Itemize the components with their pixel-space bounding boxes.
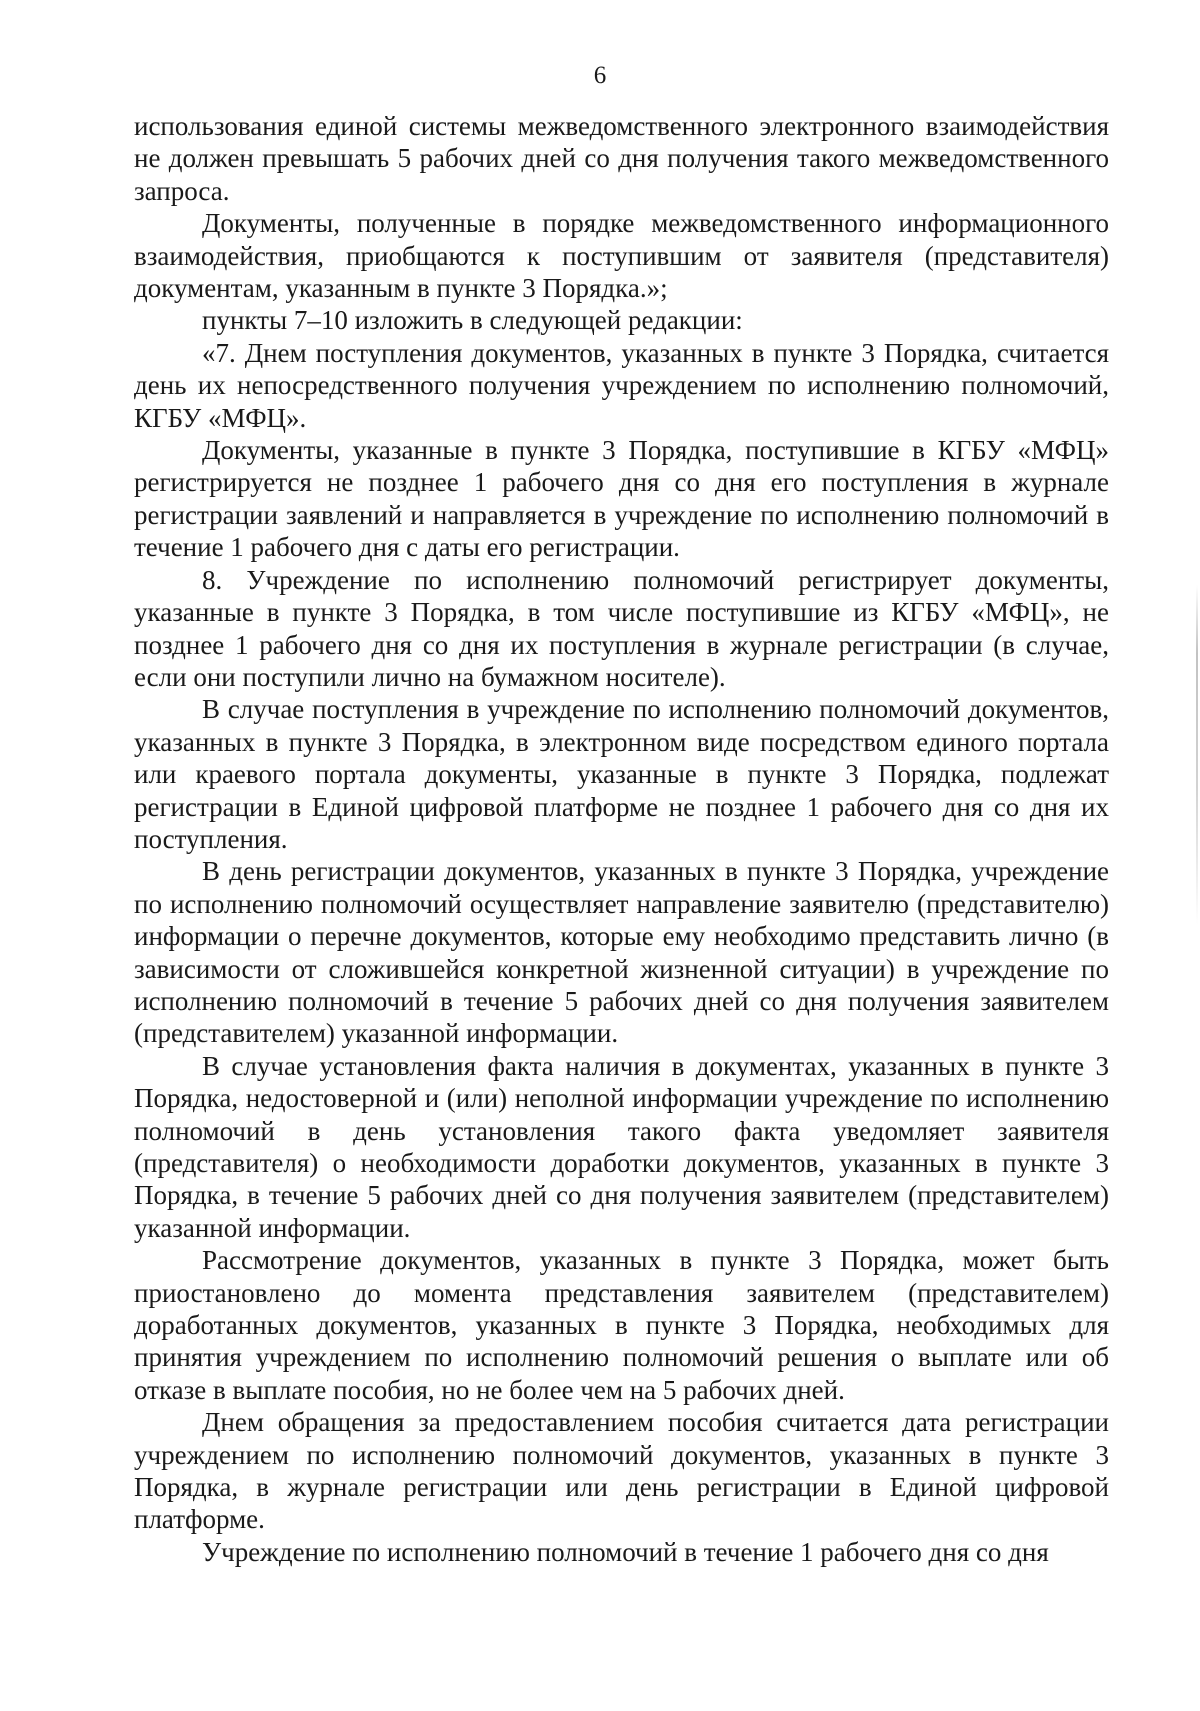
paragraph-unreliable-info: В случае установления факта наличия в документах, указанных в пункте 3 Порядка, недостоверной и (или) неполной информации учреждение по исполнению полномочий в день установления такого факта уведомляет заявителя (представителя) о необходимости доработки документов, указанных в пункте 3 Порядка, в течение 5 рабочих дней со дня получения заявителем (представителем) указанной информации. xyxy=(134,1050,1109,1243)
paragraph-mfc-registration: Документы, указанные в пункте 3 Порядка, поступившие в КГБУ «МФЦ» регистрируется не позднее 1 рабочего дня со дня его поступления в журнале регистрации заявлений и направляется в учреждение по исполнению полномочий в течение 1 рабочего дня с даты его регистрации. xyxy=(134,435,1109,563)
paragraph-item-8: 8. Учреждение по исполнению полномочий регистрирует документы, указанные в пункте 3 Порядка, в том числе поступившие из КГБУ «МФЦ», не позднее 1 рабочего дня со дня их поступления в журнале регистрации (в случае, если они поступили лично на бумажном носителе). xyxy=(134,564,1109,692)
paragraph-application-date: Днем обращения за предоставлением пособия считается дата регистрации учреждением по исполнению полномочий документов, указанных в пункте 3 Порядка, в журнале регистрации или день регистрации в Единой цифровой платформе. xyxy=(134,1407,1109,1535)
scan-edge-mark xyxy=(1196,585,1198,925)
paragraph-items-7-10: пункты 7–10 изложить в следующей редакции: xyxy=(202,305,743,336)
paragraph-documents-received: Документы, полученные в порядке межведомственного информационного взаимодействия, приобщаются к поступившим от заявителя (представителя) документам, указанным в пункте 3 Порядка.»; xyxy=(134,208,1109,304)
paragraph-suspension: Рассмотрение документов, указанных в пункте 3 Порядка, может быть приостановлено до момента представления заявителем (представителем) доработанных документов, указанных в пункте 3 Порядка, необходимых для принятия учреждением по исполнению полномочий решения о выплате или об отказе в выплате пособия, но не более чем на 5 рабочих дней. xyxy=(134,1245,1109,1405)
paragraph-electronic-submission: В случае поступления в учреждение по исполнению полномочий документов, указанных в пункте 3 Порядка, в электронном виде посредством единого портала или краевого портала документы, указанные в пункте 3 Порядка, подлежат регистрации в Единой цифровой платформе не позднее 1 рабочего дня со дня их поступления. xyxy=(134,694,1109,854)
paragraph-registration-day: В день регистрации документов, указанных в пункте 3 Порядка, учреждение по исполнению полномочий осуществляет направление заявителю (представителю) информации о перечне документов, которые ему необходимо представить лично (в зависимости от сложившейся конкретной жизненной ситуации) в учреждение по исполнению полномочий в течение 5 рабочих дней со дня получения заявителем (представителем) указанной информации. xyxy=(134,856,1109,1049)
document-body xyxy=(134,110,1109,1568)
paragraph-final-line: Учреждение по исполнению полномочий в течение 1 рабочего дня со дня xyxy=(202,1536,1049,1567)
paragraph-continuation: использования единой системы межведомственного электронного взаимодействия не должен превышать 5 рабочих дней со дня получения такого межведомственного запроса. xyxy=(134,111,1109,206)
paragraph-item-7: «7. Днем поступления документов, указанных в пункте 3 Порядка, считается день их непосредственного получения учреждением по исполнению полномочий, КГБУ «МФЦ». xyxy=(134,337,1109,433)
page-number: 6 xyxy=(593,62,607,89)
